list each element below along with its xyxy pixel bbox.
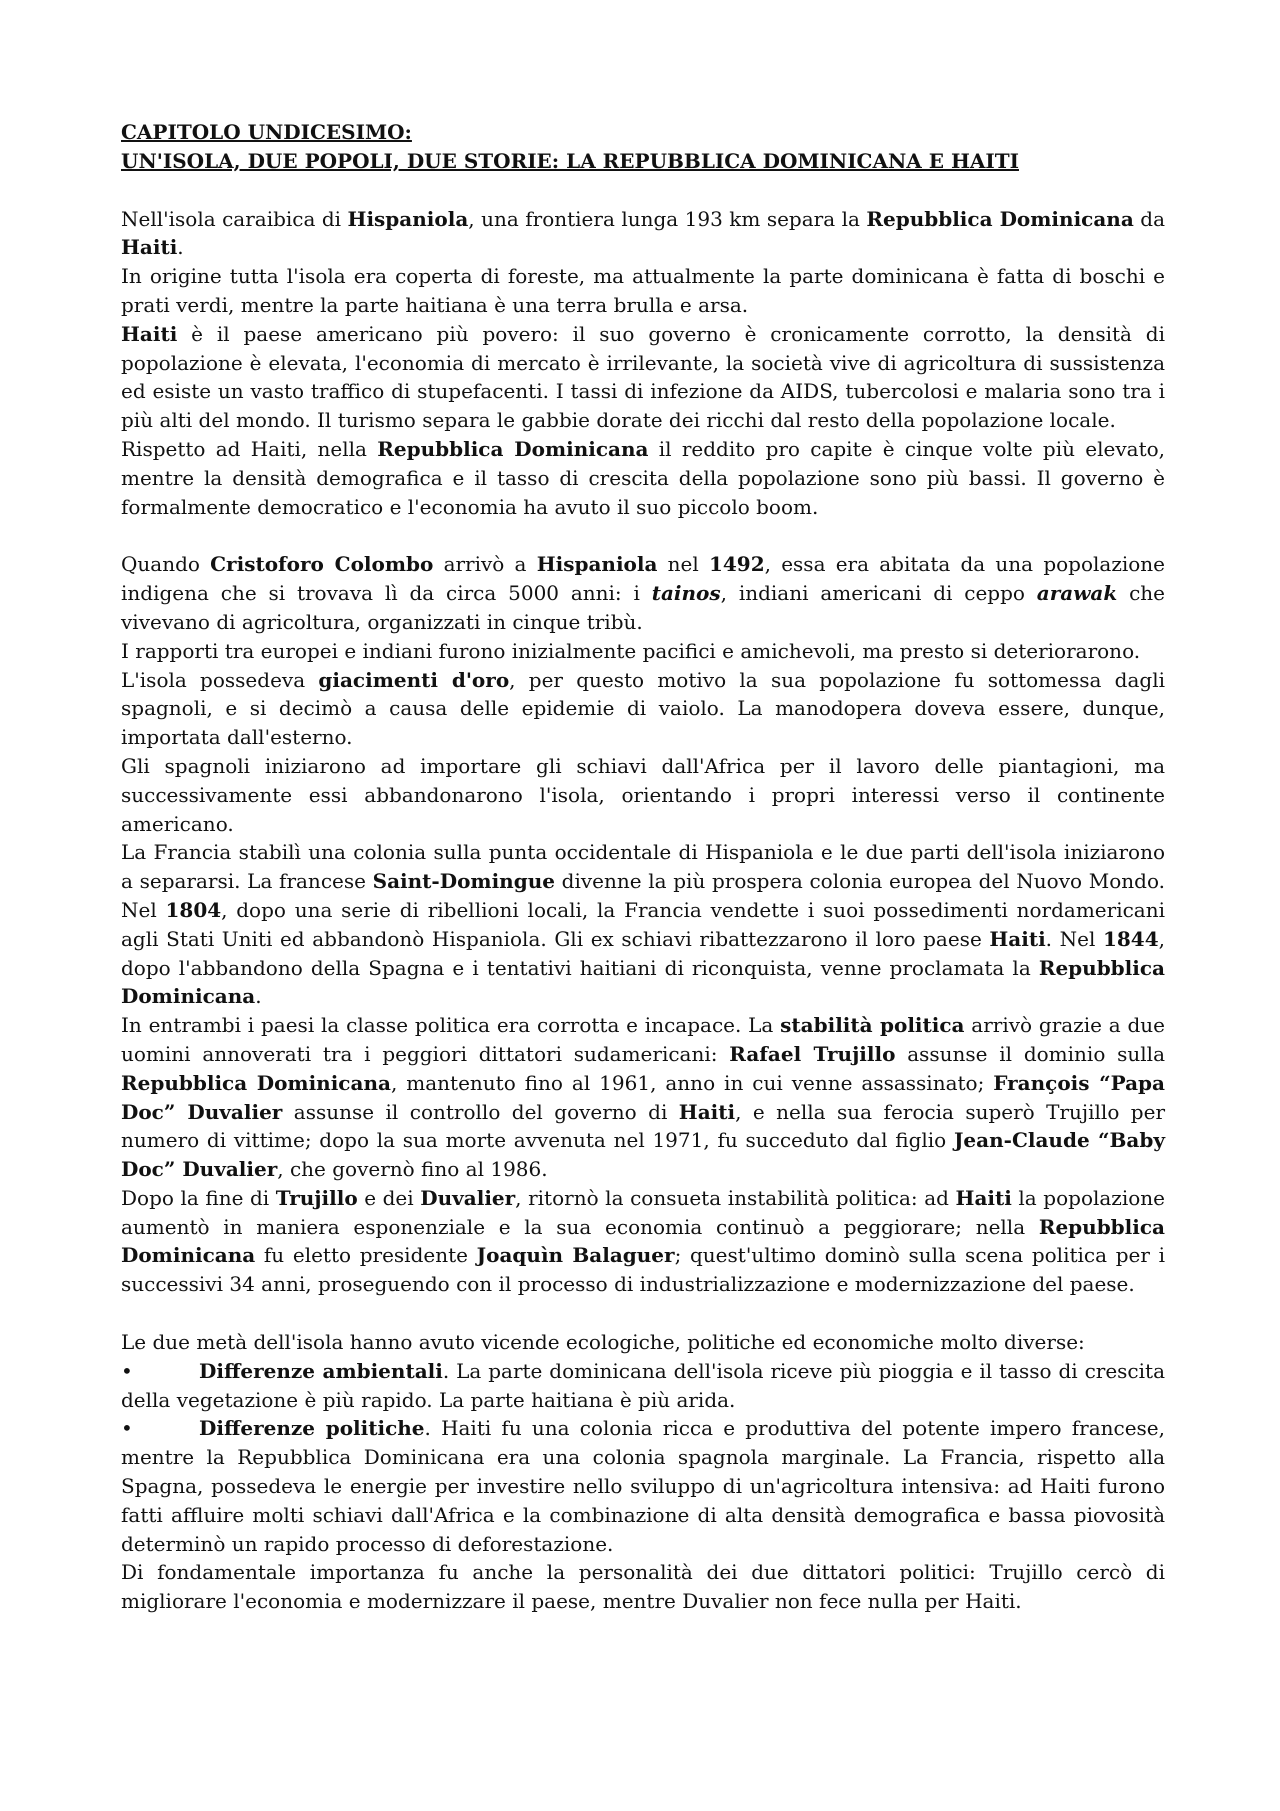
spacer	[121, 1299, 1165, 1328]
paragraph-6: I rapporti tra europei e indiani furono inizialmente pacifici e amichevoli, ma presto si deteriorarono.	[121, 638, 1141, 663]
bullet-marker: •	[121, 1358, 133, 1383]
paragraph-3: Haiti è il paese americano più povero: il suo governo è cronicamente corrotto, la densità di popolazione è elevata, l'economia di mercato è irrilevante, la società vive di agricoltura di sussistenza ed esiste un vasto traffico di stupefacenti. I tassi di infezione da AIDS, tubercolosi e malaria sono tra i più alti del mondo. Il turismo separa le gabbie dorate dei ricchi dal resto della popolazione locale.	[121, 321, 1165, 433]
spacer	[121, 176, 1165, 205]
paragraph-5: Quando Cristoforo Colombo arrivò a Hispaniola nel 1492, essa era abitata da una popolazione indigena che si trovava lì da circa 5000 anni: i tainos, indiani americani di ceppo arawak che vivevano di agricoltura, organizzati in cinque tribù.	[121, 552, 1166, 634]
paragraph-9: La Francia stabilì una colonia sulla punta occidentale di Hispaniola e le due parti dell'isola iniziarono a separarsi. La francese Saint-Domingue divenne la più prospera colonia europea del Nuovo Mondo. Nel 1804, dopo una serie di ribellioni locali, la Francia vendette i suoi possedimenti nordamericani agli Stati Uniti ed abbandonò Hispaniola. Gli ex schiavi ribattezzarono il loro paese Haiti. Nel 1844, dopo l'abbandono della Spagna e i tentativi haitiani di riconquista, venne proclamata la Repubblica Dominicana.	[121, 840, 1165, 1009]
paragraph-10: In entrambi i paesi la classe politica era corrotta e incapace. La stabilità politica arrivò grazie a due uomini annoverati tra i peggiori dittatori sudamericani: Rafael Trujillo assunse il dominio sulla Repubblica Dominicana, mantenuto fino al 1961, anno in cui venne assassinato; François “Papa Doc” Duvalier assunse il controllo del governo di Haiti, e nella sua ferocia superò Trujillo per numero di vittime; dopo la sua morte avvenuta nel 1971, fu succeduto dal figlio Jean-Claude “Baby Doc” Duvalier, che governò fino al 1986.	[121, 1013, 1166, 1182]
paragraph-4: Rispetto ad Haiti, nella Repubblica Dominicana il reddito pro capite è cinque volte più elevato, mentre la densità demografica e il tasso di crescita della popolazione sono più bassi. Il governo è formalmente democratico e l'economia ha avuto il suo piccolo boom.	[121, 436, 1165, 519]
paragraph-13: Di fondamentale importanza fu anche la personalità dei due dittatori politici: Trujillo cercò di migliorare l'economia e modernizzare il paese, mentre Duvalier non fece nulla per Haiti.	[121, 1560, 1165, 1614]
paragraph-1: Nell'isola caraibica di Hispaniola, una frontiera lunga 193 km separa la Repubblica Dominicana da Haiti.	[121, 206, 1165, 260]
chapter-title	[121, 118, 1165, 176]
chapter-title-line2: UN'ISOLA, DUE POPOLI, DUE STORIE: LA REPUBBLICA DOMINICANA E HAITI	[121, 148, 1019, 173]
bullet-item-politiche: • Differenze politiche. Haiti fu una colonia ricca e produttiva del potente impero francese, mentre la Repubblica Dominicana era una colonia spagnola marginale. La Francia, rispetto alla Spagna, possedeva le energie per investire nello sviluppo di un'agricoltura intensiva: ad Haiti furono fatti affluire molti schiavi dall'Africa e la combinazione di alta densità demografica e bassa piovosità determinò un rapido processo di deforestazione.	[121, 1416, 1166, 1556]
paragraph-8: Gli spagnoli iniziarono ad importare gli schiavi dall'Africa per il lavoro delle piantagioni, ma successivamente essi abbandonarono l'isola, orientando i propri interessi verso il continente americano.	[121, 753, 1165, 836]
document-page	[121, 118, 1165, 1616]
spacer	[121, 521, 1165, 550]
paragraph-2: In origine tutta l'isola era coperta di foreste, ma attualmente la parte dominicana è fatta di boschi e prati verdi, mentre la parte haitiana è una terra brulla e arsa.	[121, 264, 1165, 317]
bullet-marker: •	[121, 1416, 133, 1441]
chapter-title-line1: CAPITOLO UNDICESIMO:	[121, 120, 412, 144]
paragraph-12: Le due metà dell'isola hanno avuto vicende ecologiche, politiche ed economiche molto diverse:	[121, 1330, 1085, 1355]
paragraph-7: L'isola possedeva giacimenti d'oro, per questo motivo la sua popolazione fu sottomessa dagli spagnoli, e si decimò a causa delle epidemie di vaiolo. La manodopera doveva essere, dunque, importata dall'esterno.	[121, 667, 1165, 750]
paragraph-11: Dopo la fine di Trujillo e dei Duvalier, ritornò la consueta instabilità politica: ad Haiti la popolazione aumentò in maniera esponenziale e la sua economia continuò a peggiorare; nella Repubblica Dominicana fu eletto presidente Joaquìn Balaguer; quest'ultimo dominò sulla scena politica per i successivi 34 anni, proseguendo con il processo di industrializzazione e modernizzazione del paese.	[121, 1185, 1166, 1297]
bullet-item-ambientali: • Differenze ambientali. La parte dominicana dell'isola riceve più pioggia e il tasso di crescita della vegetazione è più rapido. La parte haitiana è più arida.	[121, 1358, 1165, 1412]
